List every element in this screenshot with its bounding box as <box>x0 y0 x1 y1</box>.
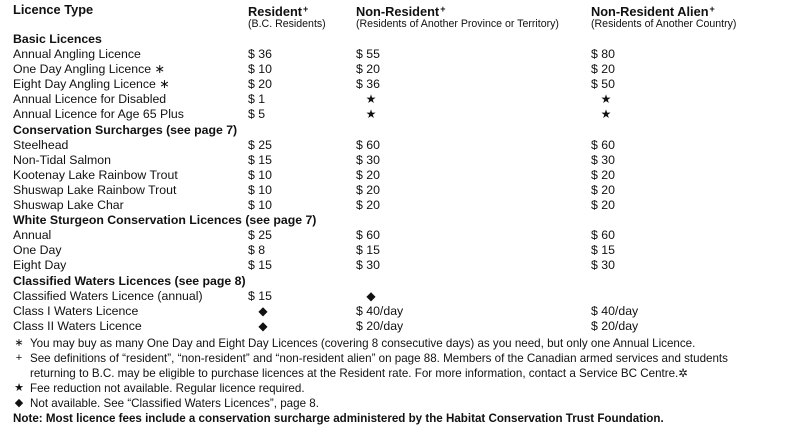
alien-fee: $ 30 <box>591 152 615 167</box>
section-title: Classified Waters Licences (see page 8) <box>13 273 246 288</box>
table-row <box>0 258 797 273</box>
asterisk-icon: ∗ <box>14 337 24 349</box>
footnotes <box>0 336 797 427</box>
licence-type: Annual <box>13 228 52 243</box>
alien-fee: $ 40/day <box>591 303 639 318</box>
non-resident-fee: $ 20 <box>356 167 380 182</box>
table-row <box>0 198 797 213</box>
header-subrow <box>0 17 797 32</box>
star-icon: ★ <box>365 107 377 122</box>
footnote <box>0 351 797 366</box>
resident-fee: $ 8 <box>248 243 266 258</box>
header-resident-sub: (B.C. Residents) <box>248 18 326 30</box>
footnote <box>0 366 797 381</box>
table-row <box>0 153 797 168</box>
resident-fee: $ 10 <box>248 198 272 213</box>
alien-fee: $ 20 <box>591 182 615 197</box>
table-row <box>0 183 797 198</box>
resident-fee: $ 20 <box>248 77 272 92</box>
table-row <box>0 319 797 334</box>
header-resident: Resident+ <box>248 4 309 19</box>
licence-type: Class II Waters Licence <box>13 318 142 333</box>
section-title: White Sturgeon Conservation Licences (see page 7) <box>13 213 317 228</box>
header-non-resident: Non-Resident+ <box>356 4 446 19</box>
non-resident-fee: $ 40/day <box>356 303 404 318</box>
table-row <box>0 77 797 92</box>
alien-fee: $ 20 <box>591 198 615 213</box>
diamond-icon: ◆ <box>366 288 376 303</box>
alien-fee: $ 15 <box>591 243 615 258</box>
licence-type: Non-Tidal Salmon <box>13 152 111 167</box>
alien-fee: $ 20 <box>591 167 615 182</box>
diamond-icon: ◆ <box>258 303 268 318</box>
footnote-text: You may buy as many One Day and Eight Day Licences (covering 8 consecutive days) as you need, but only one Annual Licence. <box>30 337 696 350</box>
non-resident-fee: $ 60 <box>356 137 380 152</box>
resident-fee: $ 10 <box>248 182 272 197</box>
licence-type: Steelhead <box>13 137 69 152</box>
licence-type: Shuswap Lake Char <box>13 198 124 213</box>
licence-type: One Day <box>13 243 62 258</box>
footnote-text: Fee reduction not available. Regular licence required. <box>30 382 305 396</box>
resident-fee: $ 5 <box>248 107 266 122</box>
header-non-resident-sub: (Residents of Another Province or Territory) <box>356 18 559 30</box>
alien-fee: $ 20/day <box>591 318 639 333</box>
alien-fee: $ 60 <box>591 137 615 152</box>
table-row <box>0 168 797 183</box>
header-row <box>0 0 797 17</box>
footnote-text: Not available. See “Classified Waters Licences”, page 8. <box>30 397 319 411</box>
resident-fee: $ 15 <box>248 258 272 273</box>
table-row <box>0 228 797 243</box>
licence-type: Annual Licence for Disabled <box>13 92 167 107</box>
table-row <box>0 47 797 62</box>
table-row <box>0 304 797 319</box>
resident-fee: $ 15 <box>248 152 272 167</box>
table-row <box>0 138 797 153</box>
footnote <box>0 396 797 411</box>
footnote <box>0 336 797 351</box>
alien-fee: $ 50 <box>591 77 615 92</box>
non-resident-fee: $ 36 <box>356 77 380 92</box>
non-resident-fee: $ 20 <box>356 182 380 197</box>
licence-type: Shuswap Lake Rainbow Trout <box>13 182 177 197</box>
non-resident-fee: $ 15 <box>356 243 380 258</box>
alien-fee: $ 80 <box>591 47 615 62</box>
star-icon: ★ <box>365 92 377 107</box>
footnote <box>0 381 797 396</box>
non-resident-fee: $ 30 <box>356 258 380 273</box>
star-icon: ★ <box>14 382 24 395</box>
table-row <box>0 92 797 107</box>
resident-fee: $ 10 <box>248 62 272 77</box>
footnote-text: See definitions of “resident”, “non-resident” and “non-resident alien” on page 88. Members of the Canadian armed services and students <box>30 352 728 366</box>
resident-fee: $ 10 <box>248 167 272 182</box>
header-licence-type: Licence Type <box>13 2 94 17</box>
licence-type: Annual Angling Licence <box>13 47 141 62</box>
non-resident-fee: $ 20 <box>356 198 380 213</box>
table-row <box>0 107 797 122</box>
header-non-resident-alien: Non-Resident Alien+ <box>591 4 715 19</box>
footnote-text: returning to B.C. may be eligible to purchase licences at the Resident rate. For more information, contact a Service BC Centre.✲ <box>30 367 688 381</box>
diamond-icon: ◆ <box>14 397 24 410</box>
non-resident-fee: $ 55 <box>356 47 380 62</box>
licence-type: Class I Waters Licence <box>13 303 139 318</box>
resident-fee: $ 25 <box>248 228 272 243</box>
alien-fee: $ 60 <box>591 228 615 243</box>
licence-type: Kootenay Lake Rainbow Trout <box>13 167 178 182</box>
resident-fee: $ 36 <box>248 47 272 62</box>
table-row <box>0 289 797 304</box>
non-resident-fee: $ 60 <box>356 228 380 243</box>
non-resident-fee: $ 20/day <box>356 318 404 333</box>
alien-fee: $ 30 <box>591 258 615 273</box>
star-icon: ★ <box>600 107 612 122</box>
non-resident-fee: $ 20 <box>356 62 380 77</box>
licence-type: Annual Licence for Age 65 Plus <box>13 107 184 122</box>
licence-type: Eight Day Angling Licence ∗ <box>13 77 170 92</box>
resident-fee: $ 15 <box>248 288 272 303</box>
licence-type: One Day Angling Licence ∗ <box>13 62 165 77</box>
resident-fee: $ 1 <box>248 92 266 107</box>
star-icon: ★ <box>600 92 612 107</box>
licence-type: Eight Day <box>13 258 67 273</box>
table-row <box>0 243 797 258</box>
section-title: Basic Licences <box>13 32 102 46</box>
header-alien-sub: (Residents of Another Country) <box>591 18 737 30</box>
resident-fee: $ 25 <box>248 137 272 152</box>
licence-type: Classified Waters Licence (annual) <box>13 288 203 303</box>
diamond-icon: ◆ <box>258 318 268 333</box>
non-resident-fee: $ 30 <box>356 152 380 167</box>
plus-icon: + <box>15 352 23 365</box>
final-note: Note: Most licence fees include a conservation surcharge administered by the Habitat Conservation Trust Foundation. <box>13 412 664 426</box>
section-title: Conservation Surcharges (see page 7) <box>13 122 238 137</box>
alien-fee: $ 20 <box>591 62 615 77</box>
table-row <box>0 62 797 77</box>
